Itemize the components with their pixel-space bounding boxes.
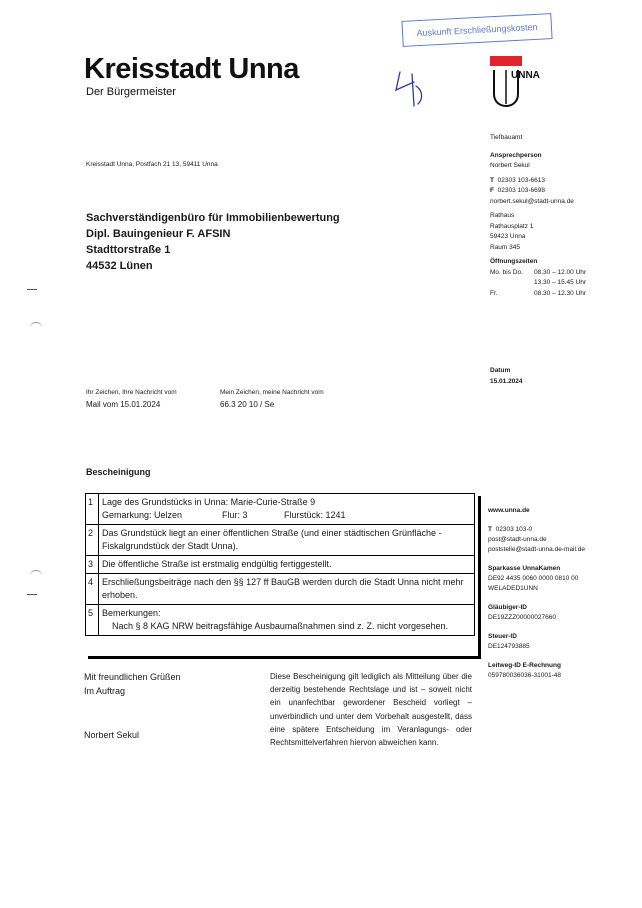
parcel-line: [102, 509, 471, 522]
invoice-label: Leitweg-ID E-Rechnung: [488, 662, 561, 669]
date-block: [490, 366, 523, 387]
recipient-line: Sachverständigenbüro für Immobilienbewertung: [86, 212, 340, 224]
footer-info: [488, 506, 585, 681]
recipient-line: 44532 Lünen: [86, 260, 153, 272]
de-mail-link[interactable]: poststelle@stadt-unna.de-mail.de: [488, 546, 585, 553]
row-number: 1: [86, 494, 99, 525]
remarks-label: Bemerkungen:: [102, 608, 161, 618]
hours-row: Fr. 08.30 – 12.30 Uhr: [490, 289, 587, 297]
creditor-id: DE19ZZZ00000027660: [488, 614, 556, 621]
table-row: [86, 525, 475, 556]
their-reference-label: Ihr Zeichen, Ihre Nachricht vom: [86, 389, 177, 396]
row-number: 2: [86, 525, 99, 556]
fold-mark: [27, 594, 37, 595]
row-content: Die öffentliche Straße ist erstmalig endgültig fertiggestellt.: [99, 556, 475, 574]
room: Raum 345: [490, 243, 520, 251]
recipient-address: [86, 210, 340, 274]
street: Rathausplatz 1: [490, 222, 534, 230]
recipient-line: Stadttorstraße 1: [86, 244, 171, 256]
person-name: Norbert Sekul: [490, 162, 530, 169]
fax-prefix: F: [490, 187, 494, 194]
phone-prefix: T: [490, 176, 494, 184]
certificate-table: [85, 493, 475, 636]
recipient-line: Dipl. Bauingenieur F. AFSIN: [86, 228, 231, 240]
remarks-text: Nach § 8 KAG NRW beitragsfähige Ausbaumaßnahmen sind z. Z. nicht vorgesehen.: [112, 621, 449, 631]
table-row: [86, 556, 475, 574]
city-title: Kreisstadt Unna: [84, 53, 299, 85]
tax-label: Steuer-ID: [488, 633, 517, 640]
mayor-subtitle: Der Bürgermeister: [86, 86, 176, 98]
fold-mark: [27, 289, 37, 290]
person-label: Ansprechperson: [490, 151, 542, 159]
hours-row: Mo. bis Do. 08.30 – 12.00 Uhr: [490, 268, 587, 276]
department: Tiefbauamt: [490, 134, 523, 141]
contact-block: [490, 133, 586, 299]
sender-line: Kreisstadt Unna, Postfach 21 13, 59411 Unna: [86, 161, 218, 168]
flurstueck: Flurstück: 1241: [284, 510, 346, 520]
our-reference: [220, 389, 324, 409]
city: 59423 Unna: [490, 233, 526, 240]
stamp: Auskunft Erschließungskosten: [401, 13, 552, 47]
date-value: 15.01.2024: [490, 377, 523, 385]
row-content: Erschließungsbeiträge nach den §§ 127 ff BauGB werden durch die Stadt Unna nicht mehr erhoben.: [99, 574, 475, 605]
iban: DE92 4435 0060 0000 0810 00: [488, 575, 579, 582]
date-label: Datum: [490, 367, 511, 374]
row-number: 5: [86, 605, 99, 636]
creditor-label: Gläubiger-ID: [488, 604, 528, 611]
main-phone: 02303 103-0: [495, 526, 533, 533]
greeting: Mit freundlichen Grüßen: [84, 672, 181, 682]
their-reference-value: Mail vom 15.01.2024: [86, 400, 161, 409]
row-content: Das Grundstück liegt an einer öffentlichen Straße (und einer städtischen Grünfläche - Fiskalgrundstück der Stadt Unna).: [99, 525, 475, 556]
table-row: [86, 494, 475, 525]
hours-label: Öffnungszeiten: [490, 258, 538, 265]
building: Rathaus: [490, 212, 515, 219]
handwritten-mark-icon: [392, 68, 428, 112]
our-reference-label: Mein Zeichen, meine Nachricht vom: [220, 389, 324, 396]
bic: WELADED1UNN: [488, 585, 538, 592]
phone-number: 02303 103-6613: [497, 176, 545, 184]
punch-mark: [30, 570, 42, 581]
row-number: 3: [86, 556, 99, 574]
email-link[interactable]: norbert.sekul@stadt-unna.de: [490, 197, 574, 205]
logo-text: UNNA: [511, 70, 540, 81]
row-number: 4: [86, 574, 99, 605]
signer-name: Norbert Sekul: [84, 730, 140, 740]
flur: Flur: 3: [222, 510, 248, 520]
order-note: Im Auftrag: [84, 686, 126, 696]
row-content: [99, 605, 475, 636]
email-link[interactable]: post@stadt-unna.de: [488, 536, 547, 543]
punch-mark: [30, 322, 42, 333]
website-link[interactable]: www.unna.de: [488, 507, 530, 514]
phone-prefix: T: [488, 526, 492, 533]
bank-label: Sparkasse UnnaKamen: [488, 565, 561, 572]
table-row: [86, 574, 475, 605]
tax-id: DE124793885: [488, 643, 530, 650]
closing-block: [84, 670, 181, 698]
location-line: Lage des Grundstücks in Unna: Marie-Curie-Straße 9: [102, 497, 316, 507]
fax-number: 02303 103-6698: [497, 187, 545, 194]
unna-logo-icon: [490, 56, 522, 110]
their-reference: [86, 389, 177, 409]
document-heading: Bescheinigung: [86, 467, 151, 477]
invoice-id: 059780036036-31001-48: [488, 672, 562, 679]
disclaimer: Diese Bescheinigung gilt lediglich als Mitteilung über die derzeitig bestehende Rechtslage und ist – soweit nicht ein unanfechtbar gewordener Bescheid vorliegt – unverbindlich und unter dem Vorbehalt ausgestellt, dass eine spätere Entscheidung im Veranlagungs- oder Rechtsmittelverfahren hiervon abweichen kann.: [270, 672, 472, 748]
our-reference-value: 66.3 20 10 / Se: [220, 400, 275, 409]
gemarkung: Gemarkung: Uelzen: [102, 510, 183, 520]
hours-row: 13.30 – 15.45 Uhr: [534, 279, 587, 286]
row-content: [99, 494, 475, 525]
table-row: [86, 605, 475, 636]
